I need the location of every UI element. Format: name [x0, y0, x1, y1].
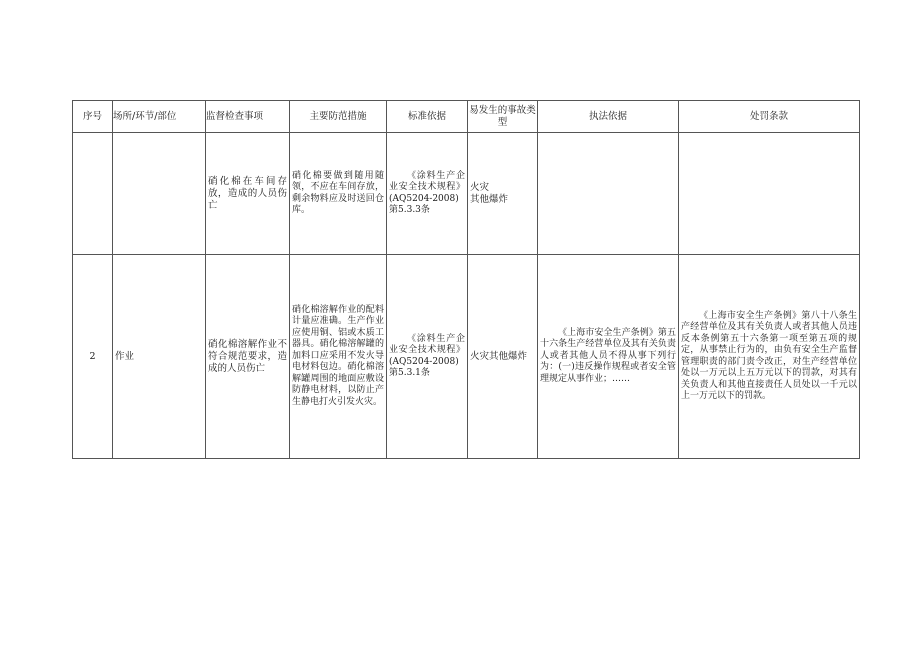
row-place — [113, 255, 206, 459]
row-item-text: 硝化棉在车间存放，造成的人员伤亡 — [208, 175, 287, 211]
row-law — [538, 133, 679, 255]
header-no: 序号 — [73, 101, 113, 133]
header-row — [73, 101, 860, 133]
row-penalty — [679, 255, 860, 459]
row-law — [538, 255, 679, 459]
row-accident — [468, 255, 538, 459]
row-no — [73, 133, 113, 255]
row-standard — [387, 133, 468, 255]
row-standard-text: 《涂料生产企业安全技术规程》(AQ5204-2008)第5.3.1条 — [389, 333, 465, 378]
row-place — [113, 133, 206, 255]
header-item: 监督检查事项 — [206, 101, 290, 133]
table-row — [73, 133, 860, 255]
row-penalty-text: 《上海市安全生产条例》第八十八条生产经营单位及其有关负责人或者其他人员违反本条例第五十六条第一项至第五项的规定，从事禁止行为的，由负有安全生产监督管理职责的部门责令改正，对生产经营单位处以一万元以上五万元以下的罚款，对其有关负责人和其他直接责任人员处以一千元以上一万元以下的罚款。 — [681, 310, 857, 401]
header-law: 执法依据 — [538, 101, 679, 133]
row-no: 2 — [73, 255, 113, 459]
row-measures — [290, 255, 387, 459]
inspection-table — [72, 100, 860, 459]
row-standard-text: 《涂料生产企业安全技术规程》(AQ5204-2008)第5.3.3条 — [389, 170, 465, 215]
row-item — [206, 255, 290, 459]
row-measures — [290, 133, 387, 255]
row-item-text: 硝化棉溶解作业不符合规范要求，造成的人员伤亡 — [208, 338, 287, 374]
row-accident — [468, 133, 538, 255]
row-place-text: 作业 — [115, 350, 135, 362]
row-penalty — [679, 133, 860, 255]
header-measures: 主要防范措施 — [290, 101, 387, 133]
table-row — [73, 255, 860, 459]
row-standard — [387, 255, 468, 459]
row-measures-text: 硝化棉溶解作业的配料计量应准确。生产作业应使用铜、铝或木质工器具。硝化棉溶解罐的加料口应采用不发火导电材料包边。硝化棉溶解罐周围的地面应敷设防静电材料，以防止产生静电打火引发火灾。 — [292, 304, 384, 407]
header-penalty: 处罚条款 — [679, 101, 860, 133]
row-measures-text: 硝化棉要做到随用随领，不应在车间存放，剩余物料应及时送回仓库。 — [292, 170, 384, 215]
header-place: 场所/环节/部位 — [113, 101, 206, 133]
header-accident: 易发生的事故类型 — [468, 101, 538, 133]
row-law-text: 《上海市安全生产条例》第五十六条生产经营单位及其有关负责人或者其他人员不得从事下列行为：(一)违反操作规程或者安全管理规定从事作业；…… — [540, 327, 676, 384]
row-item — [206, 133, 290, 255]
header-standard: 标准依据 — [387, 101, 468, 133]
row-accident-text: 火灾 其他爆炸 — [470, 181, 509, 205]
row-accident-text: 火灾其他爆炸 — [470, 350, 528, 362]
